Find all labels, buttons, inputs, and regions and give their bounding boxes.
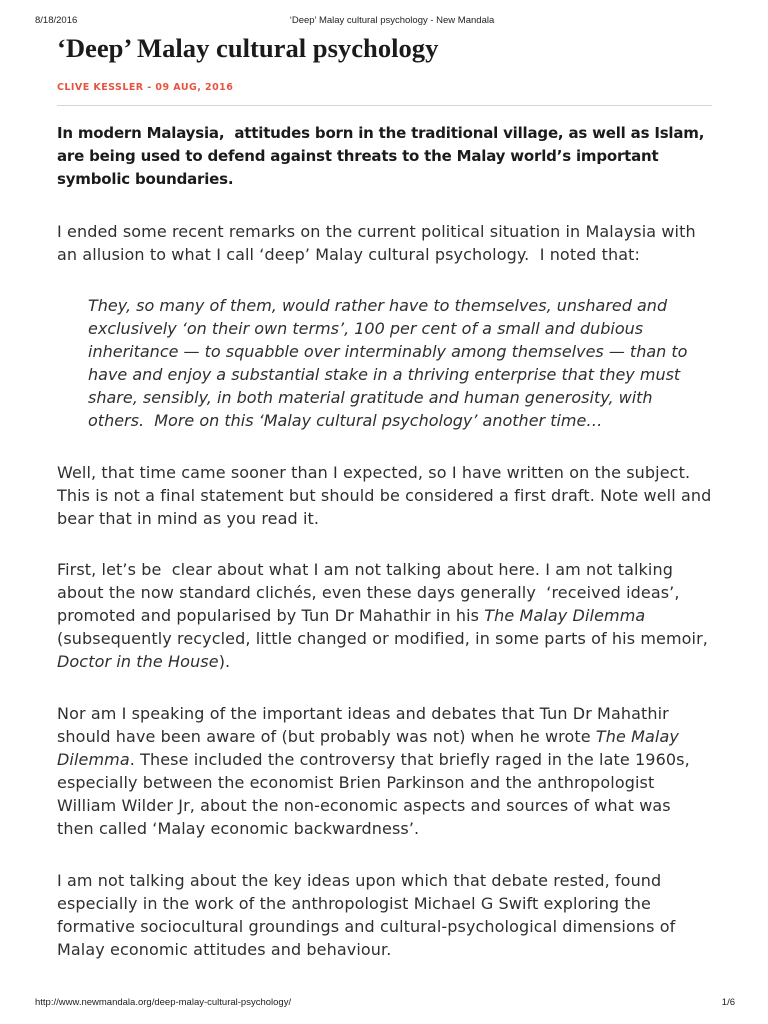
print-footer [0, 997, 768, 1009]
header-divider [57, 105, 712, 106]
paragraph-line: First, let’s be clear about what I am not talking about here. I am not talking [57, 560, 673, 580]
paragraph-line: formative sociocultural groundings and cultural-psychological dimensions of [57, 916, 676, 936]
lead-paragraph [57, 122, 712, 191]
paragraph [57, 702, 712, 840]
blockquote [57, 294, 712, 432]
quote-line: have and enjoy a substantial stake in a thriving enterprise that they must [88, 365, 681, 385]
lead-line: symbolic boundaries. [57, 170, 234, 188]
print-document-title: ‘Deep’ Malay cultural psychology - New Mandala [289, 15, 495, 26]
line-text: promoted and popularised by Tun Dr Mahathir in his [57, 606, 485, 626]
paragraph-line: about the now standard clichés, even these days generally ‘received ideas’, [57, 583, 680, 603]
print-header [0, 15, 768, 27]
paragraph [57, 558, 712, 673]
book-title: The Malay Dilemma [484, 606, 646, 626]
paragraph-line [57, 748, 712, 771]
paragraph [57, 869, 712, 961]
paragraph-line [57, 650, 712, 673]
line-text: . These included the controversy that briefly raged in the late 1960s, [129, 749, 690, 769]
paragraph-line: William Wilder Jr, about the non-economic aspects and sources of what was [57, 795, 671, 815]
quote-line: inheritance — to squabble over interminably among themselves — than to [88, 342, 688, 362]
paragraph-line [57, 604, 712, 627]
article-title: ‘Deep’ Malay cultural psychology [57, 33, 439, 63]
quote-line: exclusively ‘on their own terms’, 100 per cent of a small and dubious [88, 319, 644, 339]
paragraph-line: bear that in mind as you read it. [57, 508, 320, 528]
intro-paragraph [57, 220, 712, 266]
paragraph-line: This is not a final statement but should be considered a first draft. Note well and [57, 485, 712, 505]
paragraph-line: especially in the work of the anthropologist Michael G Swift exploring the [57, 893, 651, 913]
paragraph-line: then called ‘Malay economic backwardness’. [57, 818, 420, 838]
quote-line: share, sensibly, in both material gratitude and human generosity, with [88, 388, 653, 408]
paragraph-line: Malay economic attitudes and behaviour. [57, 939, 392, 959]
paragraph-line: I am not talking about the key ideas upon which that debate rested, found [57, 870, 662, 890]
line-text: should have been aware of (but probably was not) when he wrote [57, 726, 596, 746]
paragraph-line: Well, that time came sooner than I expected, so I have written on the subject. [57, 462, 691, 482]
paragraph-line: I ended some recent remarks on the current political situation in Malaysia with [57, 221, 696, 241]
lead-line: In modern Malaysia, attitudes born in the traditional village, as well as Islam, [57, 124, 705, 142]
print-date: 8/18/2016 [35, 15, 78, 26]
print-page-url: http://www.newmandala.org/deep-malay-cultural-psychology/ [35, 997, 292, 1008]
article-body [57, 122, 712, 989]
book-title: Dilemma [57, 749, 130, 769]
lead-line: are being used to defend against threats to the Malay world’s important [57, 147, 659, 165]
paragraph-line [57, 725, 712, 748]
paragraph-line: Nor am I speaking of the important ideas and debates that Tun Dr Mahathir [57, 703, 669, 723]
quote-line: others. More on this ‘Malay cultural psychology’ another time… [88, 411, 603, 431]
byline: CLIVE KESSLER - 09 AUG, 2016 [57, 82, 234, 93]
paragraph-line: (subsequently recycled, little changed or modified, in some parts of his memoir, [57, 629, 708, 649]
paragraph-line: especially between the economist Brien Parkinson and the anthropologist [57, 772, 655, 792]
book-title: Doctor in the House [57, 652, 219, 672]
line-text: ). [218, 652, 231, 672]
book-title: The Malay [595, 726, 679, 746]
paragraph-line: an allusion to what I call ‘deep’ Malay cultural psychology. I noted that: [57, 244, 640, 264]
print-page-number: 1/6 [721, 997, 735, 1008]
quote-line: They, so many of them, would rather have to themselves, unshared and [88, 296, 668, 316]
paragraph [57, 461, 712, 530]
